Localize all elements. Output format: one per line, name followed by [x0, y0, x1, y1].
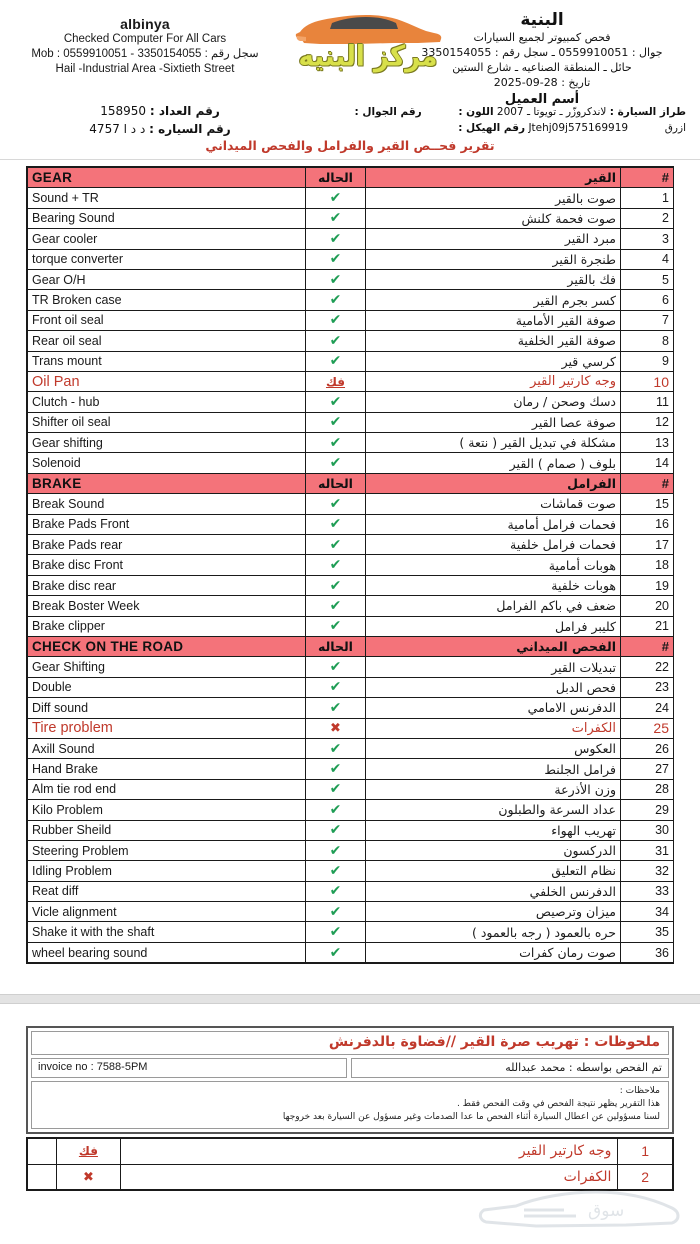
- check-icon: ✔: [329, 842, 342, 859]
- item-name-ar: مبرد القير: [366, 229, 621, 249]
- item-number: 13: [621, 433, 674, 453]
- item-name-ar: هوبات أمامية: [366, 555, 621, 575]
- item-name-ar: وجه كارتير القير: [366, 371, 621, 391]
- status-cell: [306, 881, 366, 901]
- item-name-en: Gear shifting: [28, 433, 306, 453]
- status-cell: [306, 942, 366, 962]
- status-cell: [306, 392, 366, 412]
- inspection-row: [28, 942, 674, 962]
- disclaimer-line-1: هذا التقرير يظهر نتيجة الفحص في وقت الفحص فقط .: [456, 1099, 660, 1110]
- section-header-row: [28, 473, 674, 493]
- item-name-en: Gear O/H: [28, 269, 306, 289]
- check-icon: ✔: [329, 455, 342, 472]
- section-title-ar: القير: [366, 168, 621, 188]
- inspection-row: [28, 269, 674, 289]
- check-icon: ✔: [329, 536, 342, 553]
- item-number: 25: [621, 718, 674, 738]
- item-name-ar: صوت فحمة كلنش: [366, 208, 621, 228]
- plate-label: رقم السياره :: [149, 122, 231, 136]
- item-name-ar: نظام التعليق: [366, 861, 621, 881]
- report-date-value: 28-09-2025: [493, 76, 558, 89]
- report-footer: [26, 1026, 674, 1191]
- item-number: 24: [621, 698, 674, 718]
- check-icon: ✔: [329, 944, 342, 961]
- summary-item-number: 2: [618, 1164, 673, 1190]
- inspection-row: [28, 738, 674, 758]
- item-name-en: Diff sound: [28, 698, 306, 718]
- inspection-row: [28, 881, 674, 901]
- status-cell: [306, 555, 366, 575]
- check-icon: ✔: [329, 434, 342, 451]
- check-icon: ✔: [329, 822, 342, 839]
- item-name-ar: ضعف في باكم الفرامل: [366, 596, 621, 616]
- vehicle-model-label: طراز السيارة :: [609, 106, 686, 118]
- status-cell: [306, 902, 366, 922]
- section-number-header: #: [621, 473, 674, 493]
- status-cell: [306, 208, 366, 228]
- inspection-row: [28, 800, 674, 820]
- check-icon: ✔: [329, 516, 342, 533]
- item-name-en: Bearing Sound: [28, 208, 306, 228]
- item-number: 26: [621, 738, 674, 758]
- item-name-ar: صوت بالقير: [366, 188, 621, 208]
- plate-value: د د ا 4757: [89, 122, 146, 136]
- item-name-en: Oil Pan: [28, 371, 306, 391]
- item-number: 18: [621, 555, 674, 575]
- item-name-en: Double: [28, 677, 306, 697]
- item-number: 5: [621, 269, 674, 289]
- company-subtitle-ar: فحص كمبيوتر لجميع السيارات: [473, 31, 611, 44]
- item-name-en: Brake Pads rear: [28, 535, 306, 555]
- section-title-en: BRAKE: [28, 473, 306, 493]
- status-cell: [306, 229, 366, 249]
- inspection-row: [28, 779, 674, 799]
- item-number: 8: [621, 331, 674, 351]
- item-name-ar: فك بالقير: [366, 269, 621, 289]
- item-number: 36: [621, 942, 674, 962]
- check-icon: ✔: [329, 924, 342, 941]
- item-name-en: TR Broken case: [28, 290, 306, 310]
- customer-name-label: أسم العميل: [504, 92, 580, 107]
- check-icon: ✔: [329, 393, 342, 410]
- item-name-ar: العكوس: [366, 738, 621, 758]
- summary-row: [27, 1164, 673, 1190]
- check-icon: ✔: [329, 230, 342, 247]
- status-cell: [306, 698, 366, 718]
- item-number: 30: [621, 820, 674, 840]
- status-cell: [306, 269, 366, 289]
- item-name-ar: كليبر فرامل: [366, 616, 621, 636]
- item-number: 7: [621, 310, 674, 330]
- status-cell: [306, 657, 366, 677]
- item-name-ar: الدركسون: [366, 840, 621, 860]
- status-cell: [306, 188, 366, 208]
- vehicle-mobile-label: رقم الجوال :: [354, 106, 422, 118]
- item-number: 27: [621, 759, 674, 779]
- company-contact-ar: جوال : 0559910051 ـ سجل رقم : 3350154055: [421, 46, 663, 59]
- check-icon: ✔: [329, 659, 342, 676]
- inspection-row: [28, 208, 674, 228]
- item-name-en: wheel bearing sound: [28, 942, 306, 962]
- item-name-en: Tire problem: [28, 718, 306, 738]
- item-name-ar: صوت رمان كفرات: [366, 942, 621, 962]
- inspection-row: [28, 392, 674, 412]
- inspection-row: [28, 290, 674, 310]
- inspection-row: [28, 902, 674, 922]
- item-name-en: Vicle alignment: [28, 902, 306, 922]
- summary-status-cell: [57, 1138, 121, 1164]
- plate-row: [0, 120, 320, 138]
- check-icon: ✔: [329, 781, 342, 798]
- item-name-en: Clutch - hub: [28, 392, 306, 412]
- section-header-row: [28, 168, 674, 188]
- company-address-ar: حائل ـ المنطقة الصناعيه ـ شارع الستين: [452, 61, 632, 74]
- item-number: 31: [621, 840, 674, 860]
- item-name-en: Gear Shifting: [28, 657, 306, 677]
- status-cell: [306, 433, 366, 453]
- section-title-ar: الفحص الميداني: [366, 636, 621, 656]
- section-title-en: GEAR: [28, 168, 306, 188]
- item-number: 6: [621, 290, 674, 310]
- status-cell: [306, 331, 366, 351]
- vehicle-color-label: اللون :: [458, 106, 494, 118]
- item-name-ar: مشكلة في تبديل القير ( نتعة ): [366, 433, 621, 453]
- summary-item-ar: وجه كارتير القير: [120, 1138, 618, 1164]
- item-name-en: Brake disc Front: [28, 555, 306, 575]
- inspection-row: [28, 596, 674, 616]
- status-cell: [306, 249, 366, 269]
- report-title: تقرير فحــص القير والفرامل والفحص الميداني: [205, 138, 495, 153]
- inspection-row: [28, 575, 674, 595]
- disclaimer-block: [31, 1081, 669, 1129]
- inspection-table-container: [26, 166, 674, 964]
- inspection-row: [28, 514, 674, 534]
- disclaimer-label: ملاحظات :: [619, 1086, 660, 1097]
- status-cell: [306, 779, 366, 799]
- check-icon: ✔: [329, 414, 342, 431]
- item-name-ar: عداد السرعة والطبلون: [366, 800, 621, 820]
- item-number: 32: [621, 861, 674, 881]
- status-cell: [306, 290, 366, 310]
- status-cell: [306, 616, 366, 636]
- item-name-en: Idling Problem: [28, 861, 306, 881]
- item-name-ar: وزن الأذرعة: [366, 779, 621, 799]
- item-number: 2: [621, 208, 674, 228]
- item-number: 33: [621, 881, 674, 901]
- check-icon: ✔: [329, 597, 342, 614]
- summary-status-text: فك: [78, 1144, 98, 1159]
- item-name-en: Brake clipper: [28, 616, 306, 636]
- company-tagline-en: Checked Computer For All Cars: [63, 33, 227, 45]
- item-number: 19: [621, 575, 674, 595]
- section-title-ar: الفرامل: [366, 473, 621, 493]
- header-right-block: [392, 10, 692, 109]
- item-name-en: Alm tie rod end: [28, 779, 306, 799]
- company-name-ar: البنية: [520, 10, 564, 30]
- item-number: 20: [621, 596, 674, 616]
- defects-summary-table: [26, 1137, 674, 1191]
- header-left-block: [10, 16, 280, 77]
- vehicle-chassis-label: رقم الهيكل :: [458, 122, 526, 134]
- inspection-row: [28, 371, 674, 391]
- status-cell: [306, 310, 366, 330]
- inspection-row: [28, 616, 674, 636]
- status-cell: [306, 371, 366, 391]
- item-number: 16: [621, 514, 674, 534]
- check-icon: ✔: [329, 903, 342, 920]
- item-name-ar: دسك وصحن / رمان: [366, 392, 621, 412]
- item-name-en: Axill Sound: [28, 738, 306, 758]
- inspection-row: [28, 698, 674, 718]
- check-icon: ✔: [329, 761, 342, 778]
- summary-status-cell: [57, 1164, 121, 1190]
- item-name-en: Brake Pads Front: [28, 514, 306, 534]
- notes-title: ملحوظات : تهريب صرة القير //فضاوة بالدفرنش: [31, 1031, 669, 1055]
- section-status-header: الحاله: [306, 636, 366, 656]
- item-name-ar: حره بالعمود ( رجه بالعمود ): [366, 922, 621, 942]
- section-status-header: الحاله: [306, 473, 366, 493]
- item-name-en: Steering Problem: [28, 840, 306, 860]
- item-name-ar: الدفرنس الامامي: [366, 698, 621, 718]
- check-icon: ✔: [329, 577, 342, 594]
- item-name-ar: كسر بجرم القير: [366, 290, 621, 310]
- report-date-label: تاريخ :: [561, 76, 591, 89]
- inspection-row: [28, 535, 674, 555]
- vehicle-color-value: ازرق: [664, 122, 686, 134]
- item-number: 15: [621, 494, 674, 514]
- disclaimer-line-2: لسنا مسؤولين عن اعطال السيارة أثناء الفحص ما عدا الصدمات وغير مسؤول عن السيارة بعد خروجها: [282, 1112, 660, 1123]
- logo-text-ar: مركز البنيه: [298, 40, 438, 74]
- item-name-ar: فحمات فرامل أمامية: [366, 514, 621, 534]
- status-cell: [306, 453, 366, 473]
- item-name-en: Front oil seal: [28, 310, 306, 330]
- check-icon: ✔: [329, 190, 342, 207]
- company-address-en: Hail -Industrial Area -Sixtieth Street: [55, 63, 235, 75]
- item-number: 21: [621, 616, 674, 636]
- check-icon: ✔: [329, 699, 342, 716]
- item-name-en: Brake disc rear: [28, 575, 306, 595]
- item-number: 22: [621, 657, 674, 677]
- check-icon: ✔: [329, 883, 342, 900]
- status-cell: [306, 759, 366, 779]
- item-name-ar: فحمات فرامل خلفية: [366, 535, 621, 555]
- item-number: 10: [621, 371, 674, 391]
- inspection-row: [28, 249, 674, 269]
- item-name-en: Kilo Problem: [28, 800, 306, 820]
- status-cell: [306, 351, 366, 371]
- inspection-row: [28, 922, 674, 942]
- item-name-ar: بلوف ( صمام ) القير: [366, 453, 621, 473]
- status-cell: [306, 535, 366, 555]
- item-number: 14: [621, 453, 674, 473]
- status-cell: [306, 596, 366, 616]
- check-icon: ✔: [329, 312, 342, 329]
- item-name-en: torque converter: [28, 249, 306, 269]
- status-cell: [306, 677, 366, 697]
- inspection-row: [28, 861, 674, 881]
- report-date: [392, 75, 692, 90]
- item-name-en: Shifter oil seal: [28, 412, 306, 432]
- check-icon: ✔: [329, 862, 342, 879]
- check-icon: ✔: [329, 740, 342, 757]
- section-number-header: #: [621, 636, 674, 656]
- check-icon: ✔: [329, 271, 342, 288]
- section-status-header: الحاله: [306, 168, 366, 188]
- item-name-ar: الدفرنس الخلفي: [366, 881, 621, 901]
- notes-meta-row: [31, 1058, 669, 1078]
- status-cell: [306, 412, 366, 432]
- status-text: فك: [325, 374, 346, 389]
- item-name-en: Reat diff: [28, 881, 306, 901]
- report-header: [0, 0, 700, 160]
- inspection-row: [28, 657, 674, 677]
- status-cell: [306, 514, 366, 534]
- inspection-row: [28, 718, 674, 738]
- status-cell: [306, 738, 366, 758]
- check-icon: ✔: [329, 251, 342, 268]
- item-number: 4: [621, 249, 674, 269]
- item-name-en: Rubber Sheild: [28, 820, 306, 840]
- item-name-ar: صوفة القير الأمامية: [366, 310, 621, 330]
- check-icon: ✔: [329, 332, 342, 349]
- item-name-en: Shake it with the shaft: [28, 922, 306, 942]
- summary-item-ar: الكفرات: [120, 1164, 618, 1190]
- item-name-en: Hand Brake: [28, 759, 306, 779]
- item-name-en: Rear oil seal: [28, 331, 306, 351]
- inspection-row: [28, 351, 674, 371]
- status-cell: [306, 820, 366, 840]
- odometer-label: رقم العداد :: [149, 104, 220, 118]
- inspection-row: [28, 188, 674, 208]
- item-number: 17: [621, 535, 674, 555]
- inspection-row: [28, 433, 674, 453]
- item-name-en: Gear cooler: [28, 229, 306, 249]
- check-icon: ✔: [329, 292, 342, 309]
- inspection-row: [28, 412, 674, 432]
- section-number-header: #: [621, 168, 674, 188]
- item-name-en: Solenoid: [28, 453, 306, 473]
- item-name-ar: تبديلات القير: [366, 657, 621, 677]
- item-name-en: Trans mount: [28, 351, 306, 371]
- check-icon: ✔: [329, 495, 342, 512]
- section-title-en: CHECK ON THE ROAD: [28, 636, 306, 656]
- item-number: 9: [621, 351, 674, 371]
- summary-blank-cell: [27, 1164, 57, 1190]
- vehicle-info-left: [0, 102, 320, 138]
- inspection-row: [28, 759, 674, 779]
- status-cell: [306, 861, 366, 881]
- item-name-ar: طنجرة القير: [366, 249, 621, 269]
- cross-icon: ✖: [330, 721, 341, 737]
- item-number: 35: [621, 922, 674, 942]
- svg-text:سوق: سوق: [588, 1201, 625, 1221]
- check-icon: ✔: [329, 353, 342, 370]
- summary-row: [27, 1138, 673, 1164]
- inspection-row: [28, 229, 674, 249]
- vehicle-model-value: لاندكروزّر ـ تويوتا ـ 2007: [496, 106, 607, 118]
- item-name-en: Break Boster Week: [28, 596, 306, 616]
- item-name-en: Break Sound: [28, 494, 306, 514]
- invoice-number: invoice no : 7588-5PM: [31, 1058, 347, 1078]
- inspection-row: [28, 840, 674, 860]
- status-cell: [306, 922, 366, 942]
- inspection-table: [27, 167, 674, 963]
- inspection-row: [28, 310, 674, 330]
- odometer-value: 158950: [100, 104, 147, 118]
- item-name-ar: فرامل الجلنط: [366, 759, 621, 779]
- summary-blank-cell: [27, 1138, 57, 1164]
- item-name-ar: صوفة عصا القير: [366, 412, 621, 432]
- inspection-row: [28, 677, 674, 697]
- check-icon: ✔: [329, 618, 342, 635]
- company-name-en: albinya: [120, 16, 170, 32]
- check-icon: ✔: [329, 801, 342, 818]
- cross-icon: ✖: [82, 1169, 94, 1185]
- section-header-row: [28, 636, 674, 656]
- odometer-row: [0, 102, 320, 120]
- item-name-ar: صوفة القير الخلفية: [366, 331, 621, 351]
- notes-box: [26, 1026, 674, 1134]
- item-number: 34: [621, 902, 674, 922]
- item-number: 3: [621, 229, 674, 249]
- check-icon: ✔: [329, 210, 342, 227]
- summary-item-number: 1: [618, 1138, 673, 1164]
- inspection-row: [28, 820, 674, 840]
- inspected-by: تم الفحص بواسطه : محمد عبدالله: [351, 1058, 669, 1078]
- item-number: 11: [621, 392, 674, 412]
- inspection-row: [28, 453, 674, 473]
- item-name-ar: ميزان وترصيص: [366, 902, 621, 922]
- vehicle-chassis-value: Jtehj09j575169919: [528, 122, 629, 134]
- inspection-row: [28, 555, 674, 575]
- inspection-row: [28, 494, 674, 514]
- inspection-row: [28, 331, 674, 351]
- item-number: 23: [621, 677, 674, 697]
- item-number: 12: [621, 412, 674, 432]
- item-name-ar: هوبات خلفية: [366, 575, 621, 595]
- item-name-ar: تهريب الهواء: [366, 820, 621, 840]
- item-name-ar: فحص الدبل: [366, 677, 621, 697]
- item-number: 29: [621, 800, 674, 820]
- item-name-ar: كرسي قير: [366, 351, 621, 371]
- item-number: 28: [621, 779, 674, 799]
- status-cell: [306, 718, 366, 738]
- check-icon: ✔: [329, 557, 342, 574]
- status-cell: [306, 840, 366, 860]
- status-cell: [306, 494, 366, 514]
- item-name-ar: الكفرات: [366, 718, 621, 738]
- check-icon: ✔: [329, 679, 342, 696]
- item-number: 1: [621, 188, 674, 208]
- company-contact-en: Mob : 0559910051 - 3350154055 : سجل رقم: [31, 48, 259, 60]
- item-name-en: Sound + TR: [28, 188, 306, 208]
- section-divider: [0, 994, 700, 1004]
- item-name-ar: صوت قماشات: [366, 494, 621, 514]
- status-cell: [306, 800, 366, 820]
- status-cell: [306, 575, 366, 595]
